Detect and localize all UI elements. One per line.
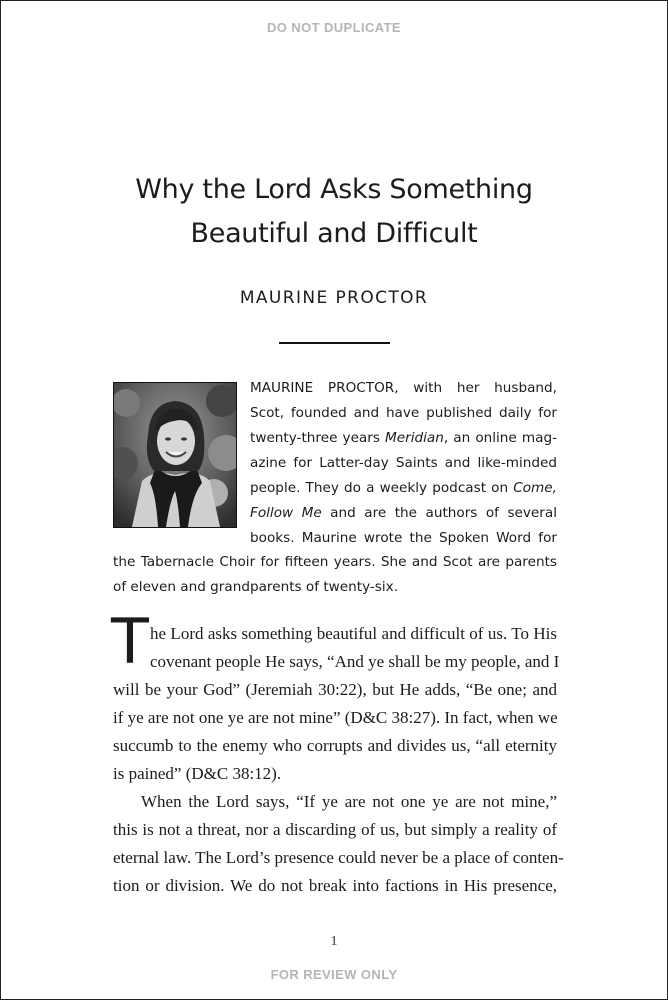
- author-photo: [113, 382, 237, 528]
- bio-line: azine for Latter-day Saints and like-minded: [250, 455, 557, 471]
- bio-line: [250, 505, 557, 521]
- bio-podcast-name: Come,: [513, 480, 557, 496]
- bio-text: people. They do a weekly podcast on: [250, 480, 514, 496]
- body-line: will be your God” (Jeremiah 30:22), but He adds, “Be one; and: [113, 680, 557, 699]
- bio-text: , an online mag-: [443, 430, 557, 446]
- bio-line: MAURINE PROCTOR, with her husband,: [250, 380, 557, 396]
- chapter-title: [61, 168, 607, 256]
- watermark-top: DO NOT DUPLICATE: [267, 20, 401, 35]
- author-portrait-image: [114, 383, 236, 527]
- body-line: if ye are not one ye are not mine” (D&C 38:27). In fact, when we: [113, 708, 558, 727]
- body-line: When the Lord says, “If ye are not one ye are not mine,”: [141, 792, 557, 811]
- bio-line: [250, 480, 557, 496]
- drop-cap: T: [111, 605, 149, 678]
- body-line: he Lord asks something beautiful and difficult of us. To His: [150, 624, 557, 643]
- body-line: this is not a threat, nor a discarding of us, but simply a reality of: [113, 820, 557, 839]
- bio-magazine-name: Meridian: [385, 430, 444, 446]
- body-line: tion or division. We do not break into factions in His presence,: [113, 876, 557, 895]
- chapter-author: MAURINE PROCTOR: [239, 288, 429, 308]
- bio-line: [250, 430, 557, 446]
- page-number: 1: [330, 934, 338, 949]
- chapter-title-line-1: Why the Lord Asks Something: [135, 174, 533, 205]
- body-line: covenant people He says, “And ye shall be my people, and I: [150, 652, 560, 671]
- bio-line: of eleven and grandparents of twenty-six.: [113, 579, 399, 595]
- bio-line: Scot, founded and have published daily for: [250, 405, 557, 421]
- body-line: succumb to the enemy who corrupts and divides us, “all eternity: [113, 736, 557, 755]
- chapter-title-line-2: Beautiful and Difficult: [190, 218, 478, 249]
- bio-text: twenty-three years: [250, 430, 386, 446]
- bio-podcast-name: Follow Me: [250, 505, 322, 521]
- body-line: is pained” (D&C 38:12).: [113, 764, 282, 783]
- bio-line: books. Maurine wrote the Spoken Word for: [250, 530, 557, 546]
- watermark-bottom: FOR REVIEW ONLY: [270, 967, 398, 982]
- bio-text: and are the authors of several: [321, 505, 557, 521]
- bio-line: the Tabernacle Choir for fifteen years. She and Scot are parents: [113, 554, 557, 570]
- title-divider: [279, 342, 390, 344]
- body-line: eternal law. The Lord’s presence could never be a place of conten-: [113, 848, 564, 867]
